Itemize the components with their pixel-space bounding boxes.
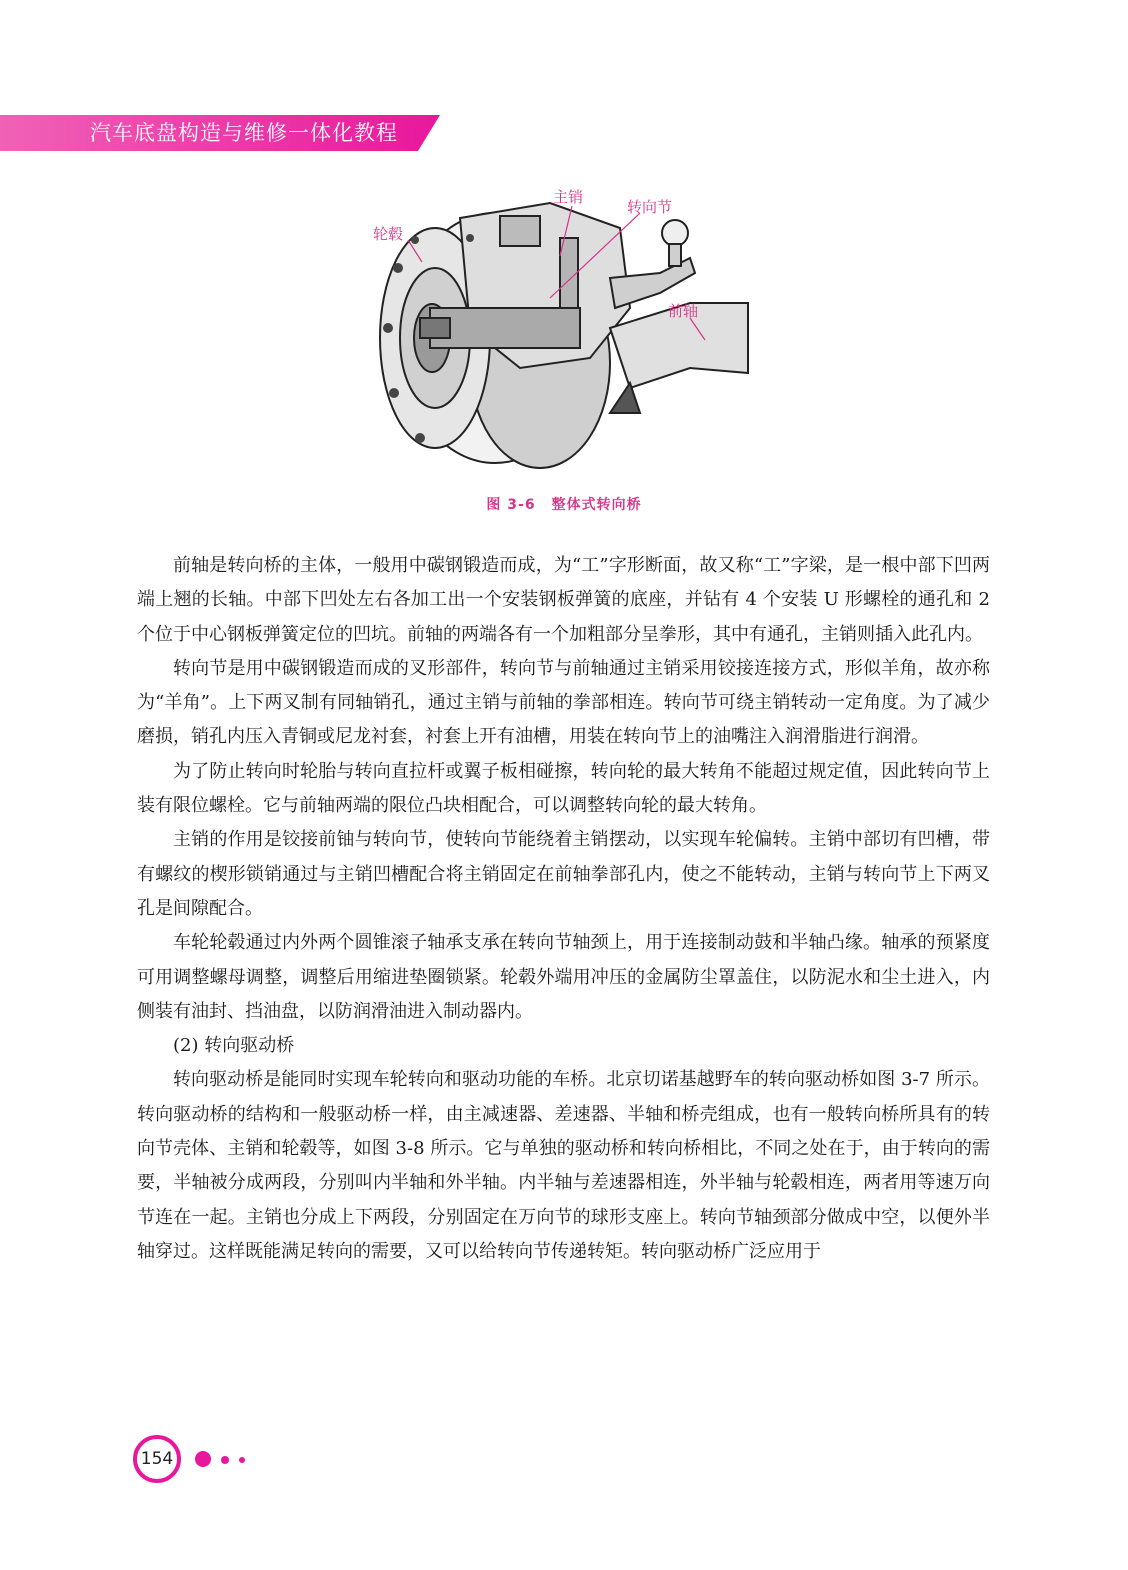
page-footer xyxy=(133,1435,333,1485)
label-steering-knuckle: 转向节 xyxy=(627,198,673,216)
body-text xyxy=(137,549,990,1269)
decorative-dot-icon xyxy=(195,1451,211,1467)
paragraph: 前轴是转向桥的主体，一般用中碳钢锻造而成，为“工”字形断面，故又称“工”字梁，是一根中部下凹两端上翘的长轴。中部下凹处左右各加工出一个安装钢板弹簧的底座，并钻有 4 个安装 U 形螺栓的通孔和 2 个位于中心钢板弹簧定位的凹坑。前轴的两端各有一个加粗部分呈拳形，其中有通孔，主销则插入此孔内。 xyxy=(137,555,990,645)
steering-axle-illustration xyxy=(360,178,760,478)
figure-title: 整体式转向桥 xyxy=(551,497,642,513)
paragraph: 转向驱动桥是能同时实现车轮转向和驱动功能的车桥。北京切诺基越野车的转向驱动桥如图 3-7 所示。转向驱动桥的结构和一般驱动桥一样，由主减速器、差速器、半轴和桥壳组成，也有一般转向桥所具有的转向节壳体、主销和轮毂等，如图 3-8 所示。它与单独的驱动桥和转向桥相比，不同之处在于，由于转向的需要，半轴被分成两段，分别叫内半轴和外半轴。内半轴与差速器相连，外半轴与轮毂相连，两者用等速万向节连在一起。主销也分成上下两段，分别固定在万向节的球形支座上。转向节轴颈部分做成中空，以便外半轴穿过。这样既能满足转向的需要，又可以给转向节传递转矩。转向驱动桥广泛应用于 xyxy=(137,1069,990,1262)
book-title: 汽车底盘构造与维修一体化教程 xyxy=(90,121,398,145)
decorative-dot-icon xyxy=(239,1457,245,1463)
paragraph: 转向节是用中碳钢锻造而成的叉形部件，转向节与前轴通过主销采用铰接连接方式，形似羊角，故亦称为“羊角”。上下两叉制有同轴销孔，通过主销与前轴的拳部相连。转向节可绕主销转动一定角度。为了减少磨损，销孔内压入青铜或尼龙衬套，衬套上开有油槽，用装在转向节上的油嘴注入润滑脂进行润滑。 xyxy=(137,657,990,748)
paragraph: 车轮轮毂通过内外两个圆锥滚子轴承支承在转向节轴颈上，用于连接制动鼓和半轴凸缘。轴承的预紧度可用调整螺母调整，调整后用缩进垫圈锁紧。轮毂外端用冲压的金属防尘罩盖住，以防泥水和尘土进入，内侧装有油封、挡油盘，以防润滑油进入制动器内。 xyxy=(137,932,990,1022)
figure-number: 图 3-6 xyxy=(486,497,536,513)
decorative-dot-icon xyxy=(221,1456,229,1464)
figure-caption xyxy=(0,494,1128,514)
paragraph: 主销的作用是铰接前铀与转向节，使转向节能绕着主销摆动，以实现车轮偏转。主销中部切有凹槽，带有螺纹的楔形锁销通过与主销凹槽配合将主销固定在前轴拳部孔内，使之不能转动，主销与转向节上下两叉孔是间隙配合。 xyxy=(137,829,990,919)
paragraph: 为了防止转向时轮胎与转向直拉杆或翼子板相碰擦，转向轮的最大转角不能超过规定值，因此转向节上装有限位螺栓。它与前轴两端的限位凸块相配合，可以调整转向轮的最大转角。 xyxy=(137,760,990,817)
section-heading: (2) 转向驱动桥 xyxy=(173,1035,295,1057)
label-wheel-hub: 轮毂 xyxy=(373,225,404,243)
label-kingpin: 主销 xyxy=(553,188,584,206)
label-front-axle: 前轴 xyxy=(668,302,699,320)
steering-axle-figure xyxy=(360,178,760,478)
page-number: 154 xyxy=(133,1435,181,1483)
